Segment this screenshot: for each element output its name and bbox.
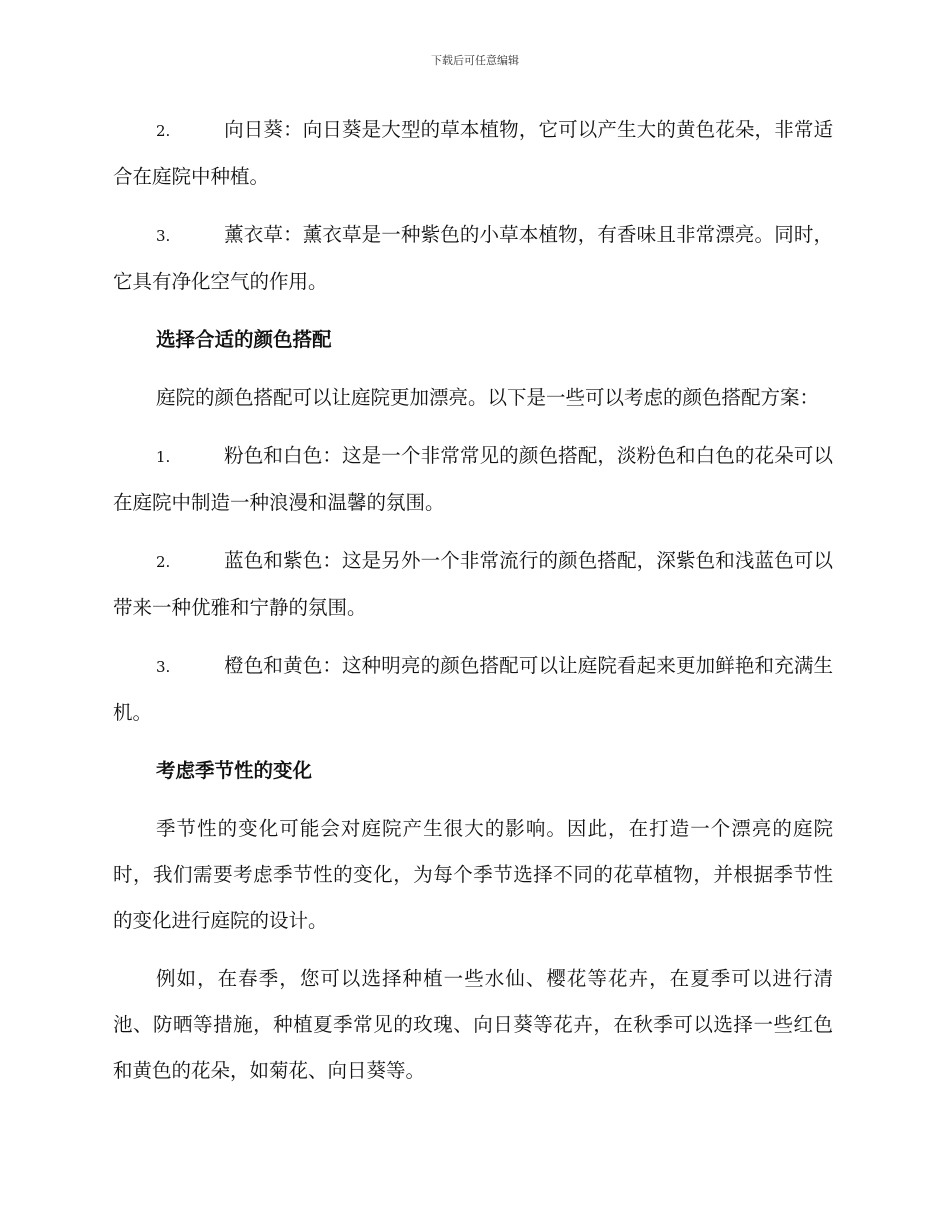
page-header: 下载后可任意编辑 bbox=[431, 54, 519, 67]
list-item-text: 橙色和黄色：这种明亮的颜色搭配可以让庭院看起来更加鲜艳和充满生机。 bbox=[113, 654, 833, 724]
list-item-number: 3. bbox=[156, 227, 171, 245]
list-item-number: 2. bbox=[156, 122, 171, 140]
paragraph-seasons-2: 例如，在春季，您可以选择种植一些水仙、樱花等花卉，在夏季可以进行清池、防晒等措施，种植夏季常见的玫瑰、向日葵等花卉，在秋季可以选择一些红色和黄色的花朵，如菊花、向日葵等。 bbox=[113, 967, 833, 1082]
list-item-blue-purple bbox=[113, 538, 833, 631]
list-item-text: 向日葵：向日葵是大型的草本植物，它可以产生大的黄色花朵，非常适合在庭院中种植。 bbox=[113, 118, 833, 188]
list-item-sunflower bbox=[113, 107, 833, 200]
list-item-pink-white bbox=[113, 433, 833, 526]
list-item-text: 薰衣草：薰衣草是一种紫色的小草本植物，有香味且非常漂亮。同时，它具有净化空气的作用。 bbox=[113, 223, 833, 293]
paragraph-colors-intro: 庭院的颜色搭配可以让庭院更加漂亮。以下是一些可以考虑的颜色搭配方案： bbox=[156, 386, 820, 409]
list-item-text: 蓝色和紫色：这是另外一个非常流行的颜色搭配，深紫色和浅蓝色可以带来一种优雅和宁静的氛围。 bbox=[113, 549, 833, 619]
list-item-lavender bbox=[113, 212, 833, 305]
list-item-text: 粉色和白色：这是一个非常常见的颜色搭配，淡粉色和白色的花朵可以在庭院中制造一种浪漫和温馨的氛围。 bbox=[113, 444, 833, 514]
paragraph-seasons-1: 季节性的变化可能会对庭院产生很大的影响。因此，在打造一个漂亮的庭院时，我们需要考虑季节性的变化，为每个季节选择不同的花草植物，并根据季节性的变化进行庭院的设计。 bbox=[113, 817, 833, 932]
list-item-number: 1. bbox=[156, 448, 171, 466]
document-body bbox=[113, 107, 833, 1106]
list-item-number: 3. bbox=[156, 658, 171, 676]
section-heading-seasons: 考虑季节性的变化 bbox=[156, 759, 313, 782]
section-heading-colors: 选择合适的颜色搭配 bbox=[156, 328, 332, 351]
list-item-orange-yellow bbox=[113, 643, 833, 736]
list-item-number: 2. bbox=[156, 553, 171, 571]
